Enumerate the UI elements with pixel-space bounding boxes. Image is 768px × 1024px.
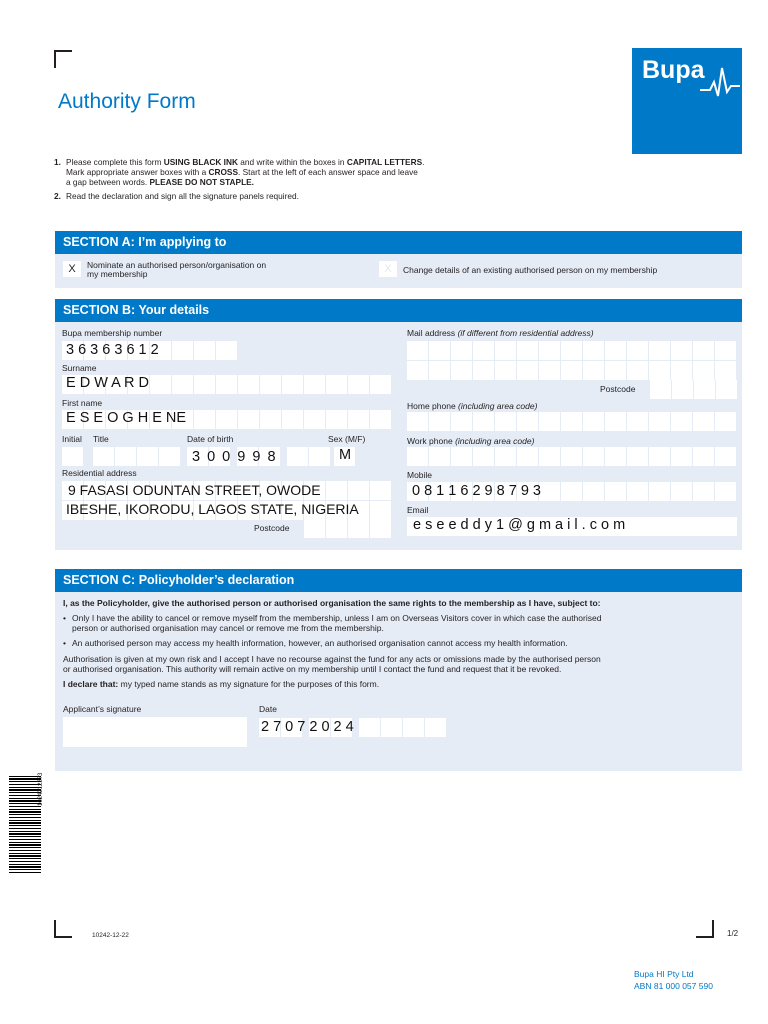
initial-label: Initial (62, 434, 82, 444)
section-c-header: SECTION C: Policyholder’s declaration (55, 569, 742, 592)
instruction-1: 1. Please complete this form USING BLACK INK and write within the boxes in CAPITAL LETTERS. Mark appropriate answer boxes with a CROSS. Start at the left of each answer space and leave a gap between words. PLEASE DO NOT STAPLE. (54, 157, 425, 187)
mail-postcode-label: Postcode (600, 384, 636, 394)
barcode (9, 776, 41, 875)
signature-field[interactable] (63, 717, 247, 747)
date-label: Date (259, 704, 277, 714)
surname-value: E D W A R D (66, 375, 149, 391)
mobile-value: 0 8 1 1 6 2 9 8 7 9 3 (412, 483, 541, 499)
crop-mark-bottom-left (54, 920, 72, 938)
email-value: e s e e d d y 1 @ g m a i l . c o m (413, 517, 626, 533)
crop-mark-top-left (54, 50, 72, 68)
change-details-checkbox[interactable]: X (379, 261, 397, 277)
section-b (55, 299, 742, 550)
bupa-logo-text: Bupa (642, 56, 705, 84)
dob-value: 3 0 0 9 9 8 (192, 449, 276, 465)
dob-label: Date of birth (187, 434, 234, 444)
declaration-statement: I declare that: my typed name stands as my signature for the purposes of this form. (63, 679, 380, 689)
company-abn: ABN 81 000 057 590 (634, 981, 713, 991)
sex-label: Sex (M/F) (328, 434, 366, 444)
title-label: Title (93, 434, 109, 444)
change-details-label: Change details of an existing authorised person on my membership (403, 265, 658, 275)
bupa-logo (632, 48, 742, 154)
page-title: Authority Form (58, 90, 196, 113)
crop-mark-bottom-right (696, 920, 714, 938)
email-label: Email (407, 505, 429, 515)
membership-number-value: 3 6 3 6 3 6 1 2 (66, 342, 159, 358)
mail-postcode-boxes[interactable] (650, 380, 737, 399)
mail-address-boxes-line1[interactable] (407, 341, 736, 360)
heartbeat-icon (700, 62, 740, 102)
membership-label: Bupa membership number (62, 328, 163, 338)
signature-label: Applicant’s signature (63, 704, 142, 714)
nominate-label: Nominate an authorised person/organisation on my membership (87, 260, 267, 279)
res-postcode-boxes[interactable] (304, 519, 391, 538)
declaration-bullet-1: • Only I have the ability to cancel or remove myself from the membership, unless I am on Overseas Visitors cover in which case the authorised person or authorised organisation may cancel or remove me from the membership. (63, 613, 602, 633)
work-phone-boxes[interactable] (407, 447, 736, 466)
form-code: 10242-12-22 (92, 932, 129, 939)
first-name-value: E S E O G H E NE (66, 410, 187, 426)
section-a (55, 231, 742, 288)
section-c (55, 569, 742, 771)
res-postcode-label: Postcode (254, 523, 290, 533)
declaration-intro: I, as the Policyholder, give the authorised person or authorised organisation the same rights to the membership as I have, subject to: (63, 598, 601, 608)
first-name-label: First name (62, 398, 103, 408)
company-name: Bupa HI Pty Ltd (634, 969, 694, 979)
declaration-bullet-2: • An authorised person may access my health information, however, an authorised organisation cannot access my health information. (63, 638, 568, 648)
mail-address-boxes-line2[interactable] (407, 361, 736, 380)
barcode-number: 1024212273 (38, 772, 44, 806)
home-phone-label: Home phone (including area code) (407, 401, 538, 411)
work-phone-label: Work phone (including area code) (407, 436, 535, 446)
sex-value: M (339, 447, 352, 463)
signature-date-value: 2 7 0 7 2 0 2 4 (261, 719, 354, 735)
residential-label: Residential address (62, 468, 137, 478)
initial-box[interactable] (62, 447, 83, 466)
section-b-header: SECTION B: Your details (55, 299, 742, 322)
residential-line2-value: IBESHE, IKORODU, LAGOS STATE, NIGERIA (66, 501, 359, 517)
residential-line1-value: 9 FASASI ODUNTAN STREET, OWODE (68, 482, 321, 498)
mail-address-label: Mail address (if different from residential address) (407, 328, 594, 338)
declaration-paragraph: Authorisation is given at my own risk and I accept I have no recourse against the fund for any acts or omissions made by the authorised person or authorised organisation. This authority will remain active on my membership until I contact the fund and request that it be revoked. (63, 654, 601, 674)
nominate-checkbox[interactable]: X (63, 261, 81, 277)
home-phone-boxes[interactable] (407, 412, 736, 431)
instruction-2: 2. Read the declaration and sign all the signature panels required. (54, 191, 299, 201)
page-number: 1/2 (727, 929, 739, 938)
surname-label: Surname (62, 363, 97, 373)
mobile-label: Mobile (407, 470, 433, 480)
section-a-header: SECTION A: I’m applying to (55, 231, 742, 254)
title-boxes[interactable] (93, 447, 180, 466)
